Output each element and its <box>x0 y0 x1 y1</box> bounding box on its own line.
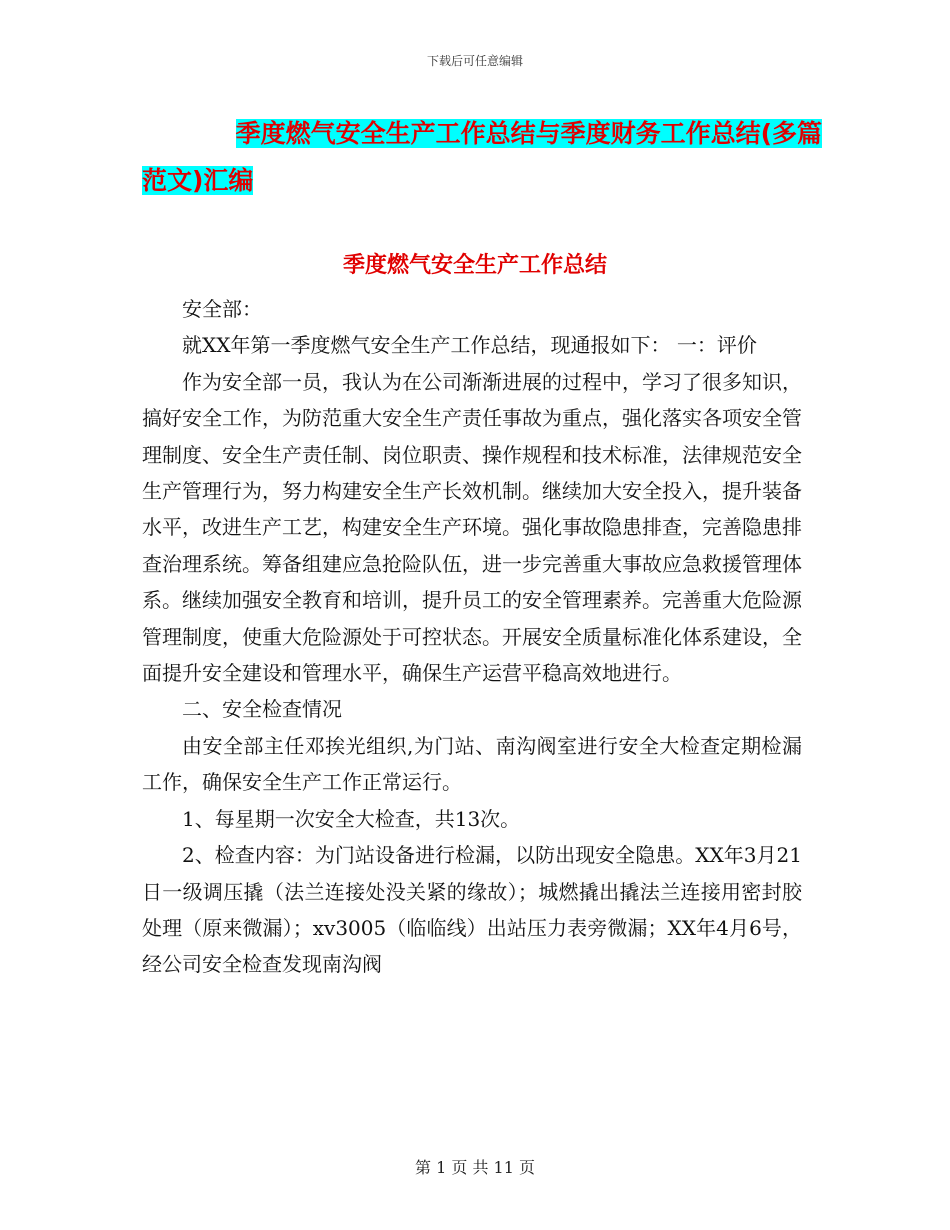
page-footer <box>0 1155 950 1178</box>
paragraph-inspection-organizer: 由安全部主任邓挨光组织,为门站、南沟阀室进行安全大检查定期检漏工作，确保安全生产工作正常运行。 <box>142 733 802 795</box>
paragraph-intro: 就XX年第一季度燃气安全生产工作总结，现通报如下： 一：评价 <box>182 333 757 358</box>
section-title: 季度燃气安全生产工作总结 <box>342 253 607 278</box>
paragraph-inspection-content: 2、检查内容：为门站设备进行检漏，以防出现安全隐患。XX年3月21日一级调压撬（法兰连接处没关紧的缘故）；城燃撬出撬法兰连接用密封胶处理（原来微漏）；xv3005（临临线）出站压力表旁微漏；XX年4月6号，经公司安全检查发现南沟阀 <box>142 843 802 977</box>
document-title <box>142 110 822 204</box>
body-text <box>142 291 802 983</box>
page-number: 第 1 页 共 11 页 <box>415 1158 535 1177</box>
paragraph-inspection-frequency: 1、每星期一次安全大检查，共13次。 <box>182 806 521 831</box>
document-title-line-1-text: 季度燃气安全生产工作总结与季度财务工作总结(多篇 <box>235 119 822 148</box>
document-title-line-2 <box>142 157 822 204</box>
document-title-line-2-text: 范文)汇编 <box>142 166 254 195</box>
document-title-line-1 <box>142 110 822 157</box>
paragraph-salutation: 安全部： <box>182 297 262 321</box>
paragraph-evaluation: 作为安全部一员，我认为在公司渐渐进展的过程中，学习了很多知识，搞好安全工作，为防范重大安全生产责任事故为重点，强化落实各项安全管理制度、安全生产责任制、岗位职责、操作规程和技术标准，法律规范安全生产管理行为，努力构建安全生产长效机制。继续加大安全投入，提升装备水平，改进生产工艺，构建安全生产环境。强化事故隐患排查，完善隐患排查治理系统。筹备组建应急抢险队伍，进一步完善重大事故应急救援管理体系。继续加强安全教育和培训，提升员工的安全管理素养。完善重大危险源管理制度，使重大危险源处于可控状态。开展安全质量标准化体系建设，全面提升安全建设和管理水平，确保生产运营平稳高效地进行。 <box>142 369 802 686</box>
page-header <box>0 52 950 69</box>
page-header-text: 下载后可任意编辑 <box>426 54 523 68</box>
paragraph-heading-inspection: 二、安全检查情况 <box>182 697 342 722</box>
